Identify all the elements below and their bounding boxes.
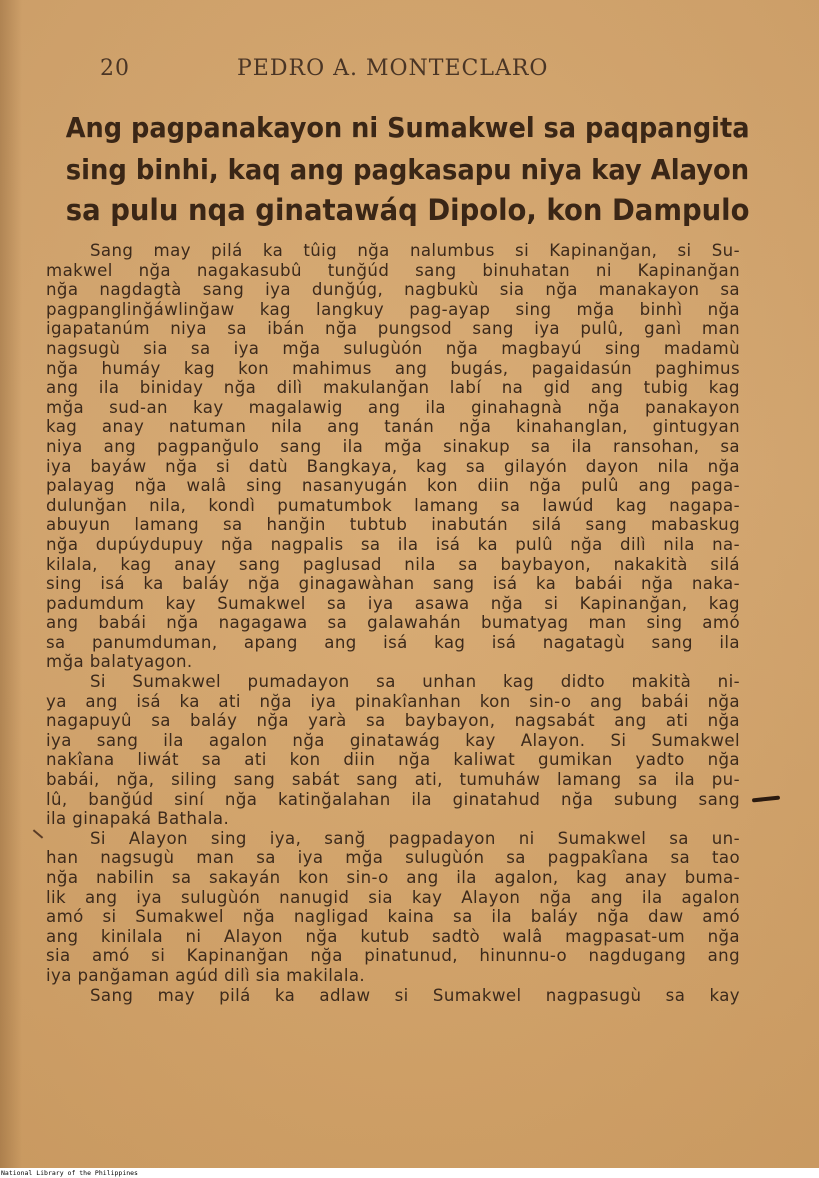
- chapter-heading: [66, 108, 750, 231]
- running-header: [100, 56, 590, 86]
- text-line: nğa nagdagtà sang iya dunğúg, nagbukù sia nğa manakayon sa: [46, 280, 740, 300]
- text-line: ya ang isá ka ati nğa iya pinakîanhan kon sin-o ang babái nğa: [46, 691, 740, 711]
- text-line: amó si Sumakwel nğa nagligad kaina sa ila baláy nğa daw amó: [46, 907, 740, 927]
- text-line: igapatanúm niya sa ibán nğa pungsod sang iya pulû, ganì man: [46, 319, 740, 339]
- text-line: palayag nğa walâ sing nasanyugán kon diin nğa pulû ang paga-: [46, 476, 740, 496]
- text-line: sia amó si Kapinanğan nğa pinatunud, hinunnu-o nagdugang ang: [46, 946, 740, 966]
- margin-mark: [33, 829, 43, 838]
- text-line: niya ang pagpanğulo sang ila mğa sinakup sa ila ransohan, sa: [46, 436, 740, 456]
- text-line: iya panğaman agúd dilì sia makilala.: [46, 965, 366, 985]
- text-line: ang ila biniday nğa dilì makulanğan labí na gid ang tubig kag: [46, 378, 740, 398]
- text-line: ang babái nğa nagagawa sa galawahán bumatyag man sing amó: [46, 613, 740, 633]
- text-line: nagapuyû sa baláy nğa yarà sa baybayon, nagsabát ang ati nğa: [46, 711, 740, 731]
- text-line: mğa sud-an kay magalawig ang ila ginahagnà nğa panakayon: [46, 397, 740, 417]
- text-line: nagsugù sia sa iya mğa sulugùón nğa magbayú sing madamù: [46, 338, 740, 358]
- page-number: 20: [100, 56, 130, 81]
- text-line: han nagsugù man sa iya mğa sulugùón sa pagpakîana sa tao: [46, 848, 740, 868]
- text-line: ila ginapaká Bathala.: [46, 809, 230, 829]
- text-line: kag anay natuman nila ang tanán nğa kinahanglan, gintugyan: [46, 417, 740, 437]
- text-line: babái, nğa, siling sang sabát sang ati, tumuháw lamang sa ila pu-: [46, 770, 740, 790]
- text-line: lû, banğúd siní nğa katinğalahan ila ginatahud nğa subung sang: [46, 789, 740, 809]
- footer-strip: [0, 1168, 819, 1178]
- author-name: PEDRO A. MONTECLARO: [237, 56, 549, 81]
- text-line: iya bayáw nğa si datù Bangkaya, kag sa gilayón dayon nila nğa: [46, 456, 740, 476]
- text-line: pagpanglinğáwlinğaw kag langkuy pag-ayap sing mğa binhì nğa: [46, 299, 740, 319]
- text-line: abuyun lamang sa hanğin tubtub inabután silá sang mabaskug: [46, 515, 740, 535]
- text-line: padumdum kay Sumakwel sa iya asawa nğa si Kapinanğan, kag: [46, 593, 740, 613]
- spine-shadow: [0, 0, 22, 1168]
- margin-mark: [752, 796, 780, 803]
- library-credit: National Library of the Philippines: [1, 1169, 138, 1177]
- text-line: Si Sumakwel pumadayon sa unhan kag didto makità ni-: [90, 672, 740, 692]
- text-line: sa panumduman, apang ang isá kag isá nagatagù sang ila: [46, 632, 740, 652]
- text-line: iya sang ila agalon nğa ginatawág kay Alayon. Si Sumakwel: [46, 730, 740, 750]
- text-line: nğa dupúydupuy nğa nagpalis sa ila isá ka pulû nğa dilì nila na-: [46, 534, 740, 554]
- text-line: Si Alayon sing iya, sanğ pagpadayon ni Sumakwel sa un-: [90, 828, 740, 848]
- text-line: kilala, kag anay sang paglusad nila sa baybayon, nakakità silá: [46, 554, 740, 574]
- text-line: ang kinilala ni Alayon nğa kutub sadtò walâ magpasat-um nğa: [46, 926, 740, 946]
- body-text: [46, 241, 740, 1005]
- text-line: lik ang iya sulugùón nanugid sia kay Alayon nğa ang ila agalon: [46, 887, 740, 907]
- heading-line: sa pulu nqa ginatawáq Dipolo, kon Dampulo: [65, 193, 750, 227]
- heading-line: Ang pagpanakayon ni Sumakwel sa paqpangita: [65, 112, 750, 144]
- text-line: dulunğan nila, kondì pumatumbok lamang sa lawúd kag nagapa-: [46, 495, 740, 515]
- text-line: sing isá ka baláy nğa ginagawàhan sang isá ka babái nğa naka-: [46, 574, 740, 594]
- text-line: Sang may pilá ka tûig nğa nalumbus si Kapinanğan, si Su-: [90, 241, 740, 260]
- text-line: makwel nğa nagakasubû tunğúd sang binuhatan ni Kapinanğan: [46, 260, 740, 280]
- heading-line: sing binhi, kaq ang pagkasapu niya kay Alayon: [65, 153, 750, 186]
- text-line: nakîana liwát sa ati kon diin nğa kaliwat gumikan yadto nğa: [46, 750, 740, 770]
- text-line: nğa humáy kag kon mahimus ang bugás, pagaidasún paghimus: [46, 358, 740, 378]
- text-line: Sang may pilá ka adlaw si Sumakwel nagpasugù sa kay: [90, 985, 740, 1005]
- text-line: nğa nabilin sa sakayán kon sin-o ang ila agalon, kag anay buma-: [46, 868, 740, 887]
- text-line: mğa balatyagon.: [46, 652, 193, 672]
